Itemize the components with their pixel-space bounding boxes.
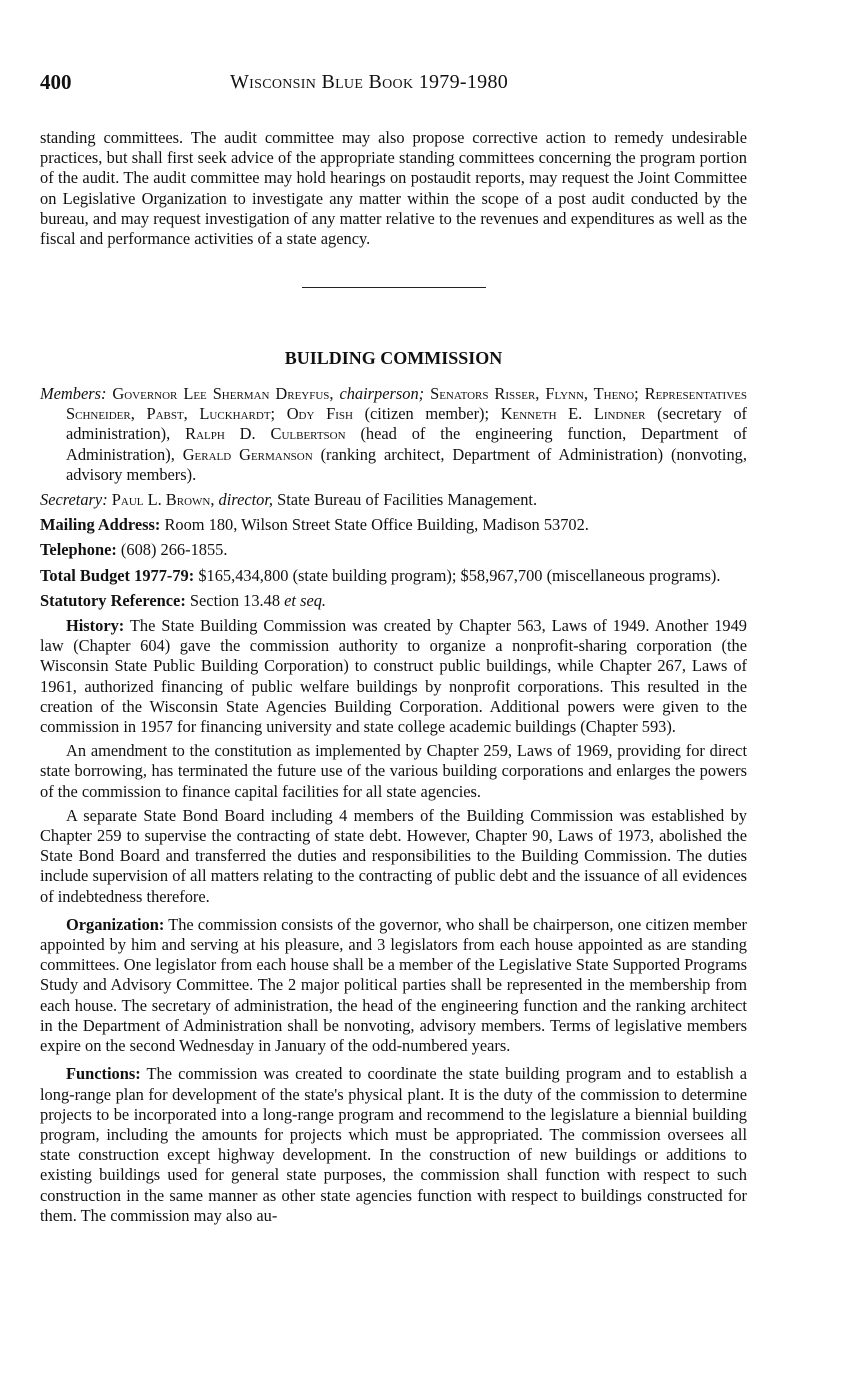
functions-label: Functions: <box>66 1064 141 1084</box>
members-germanson: Gerald Germanson <box>182 444 313 464</box>
intro-paragraph: standing committees. The audit committee may also propose corrective action to remedy undesirable practices, but shall first seek advice of the appropriate standing committees concerning the program portion of the audit. The audit committee may hold hearings on postaudit reports, may request the Joint Committee on Legislative Organization to investigate any matter within the scope of a post audit conducted by the bureau, and may request investigation of any matter relative to the revenues and expenditures as well as the fiscal and performance activities of a state agency. <box>40 128 747 249</box>
secretary-label: Secretary: <box>40 490 108 510</box>
members-label: Members: <box>40 384 107 403</box>
statutory-reference-label: Statutory Reference: <box>40 590 186 610</box>
members-citizen-note: (citizen member); <box>364 404 490 424</box>
statutory-reference-suffix: et seq. <box>284 590 327 610</box>
history-paragraph-3: A separate State Bond Board including 4 members of the Building Commission was established by Chapter 259 to supervise the contracting of state debt. However, Chapter 90, Laws of 1973, abolished the State Bond Board and transferred the duties and responsibilities to the Building Commission. The duties include supervision of all matters relating to the contracting of public debt and the issuance of all evidences of indebtedness therefore. <box>40 805 747 906</box>
organization-label: Organization: <box>66 914 165 934</box>
history-paragraph-2: An amendment to the constitution as implemented by Chapter 259, Laws of 1969, providing for direct state borrowing, has terminated the future use of the various building corporations and enlarges the powers of the commission to finance capital facilities for all state agencies. <box>40 741 747 801</box>
functions-text: The commission was created to coordinate the state building program and to establish a long-range plan for development of the state's physical plant. It is the duty of the commission to determine projects to be incorporated into a long-range program and recommend to the legislature a biennial building program, including the amounts for projects which must be appropriated. The commission oversees all state construction except highway development. In the construction of new buildings or additions to existing buildings used for general state purposes, the commission shall function with respect to such construction in the same manner as other state agencies function with respect to buildings constructed for them. The commission may also au- <box>40 1064 747 1225</box>
total-budget-value: $165,434,800 (state building program); $58,967,700 (miscellaneous programs). <box>198 565 721 585</box>
telephone-entry <box>40 540 747 560</box>
members-legislators: Senators Risser, Flynn, Theno; Representatives Schneider, Pabst, Luckhardt; Ody Fish <box>66 384 747 424</box>
organization-paragraph <box>40 915 747 1056</box>
telephone-value: (608) 266-1855. <box>120 540 228 560</box>
statutory-reference-value: Section 13.48 <box>189 590 281 610</box>
mailing-address-entry <box>40 515 747 535</box>
history-text-1: The State Building Commission was created by Chapter 563, Laws of 1949. Another 1949 law (Chapter 604) gave the commission authority to organize a nonprofit-sharing corporation (the Wisconsin State Public Building Corporation) to construct public buildings, while Chapter 267, Laws of 1961, authorized financing of public welfare buildings by nonprofit corporations. This resulted in the creation of the Wisconsin State Agencies Building Corporation. Additional powers were given to the commission in 1957 for financing university and state college academic buildings (Chapter 593). <box>40 616 747 737</box>
running-title-text: Wisconsin Blue Book <box>230 71 414 93</box>
members-entry <box>40 384 747 485</box>
functions-paragraph <box>40 1064 747 1226</box>
page-number: 400 <box>40 70 72 94</box>
secretary-role: director, <box>218 490 274 510</box>
members-culbertson-role: (head of the engineering function, Department of Administration), <box>66 424 747 464</box>
total-budget-label: Total Budget 1977-79: <box>40 565 195 585</box>
members-chair-role: chairperson; <box>339 384 425 403</box>
history-paragraph-1 <box>40 616 747 737</box>
section-title: BUILDING COMMISSION <box>284 348 503 368</box>
section-divider <box>302 287 486 288</box>
running-title-year: 1979-1980 <box>418 71 509 93</box>
secretary-entry <box>40 490 747 510</box>
running-title <box>230 71 508 94</box>
section-body <box>40 384 747 1230</box>
organization-text: The commission consists of the governor, who shall be chairperson, one citizen member appointed by him and serving at his pleasure, and 3 legislators from each house appointed as are standing committees. One legislator from each house shall be a member of the Legislative State Supported Programs Study and Advisory Committee. The 2 major political parties shall be represented in the membership from each house. The secretary of administration, the head of the engineering function and the ranking architect in the Department of Administration shall be nonvoting, advisory members. Terms of legislative members expire on the second Wednesday in January of the odd-numbered years. <box>40 914 747 1056</box>
telephone-label: Telephone: <box>40 540 117 560</box>
members-lindner-role: (secretary of administration), <box>66 404 747 444</box>
mailing-address-label: Mailing Address: <box>40 515 161 535</box>
members-germanson-role: (ranking architect, Department of Administration) (nonvoting, advisory members). <box>66 444 747 484</box>
page-header <box>40 70 747 100</box>
mailing-address-value: Room 180, Wilson Street State Office Building, Madison 53702. <box>164 515 589 535</box>
total-budget-entry <box>40 566 747 586</box>
secretary-org: State Bureau of Facilities Management. <box>277 490 538 510</box>
members-culbertson: Ralph D. Culbertson <box>185 424 346 444</box>
history-label: History: <box>66 616 125 636</box>
statutory-reference-entry <box>40 591 747 611</box>
members-governor: Governor Lee Sherman Dreyfus, <box>112 384 334 403</box>
members-lindner: Kenneth E. Lindner <box>500 404 646 424</box>
secretary-name: Paul L. Brown, <box>111 490 215 510</box>
